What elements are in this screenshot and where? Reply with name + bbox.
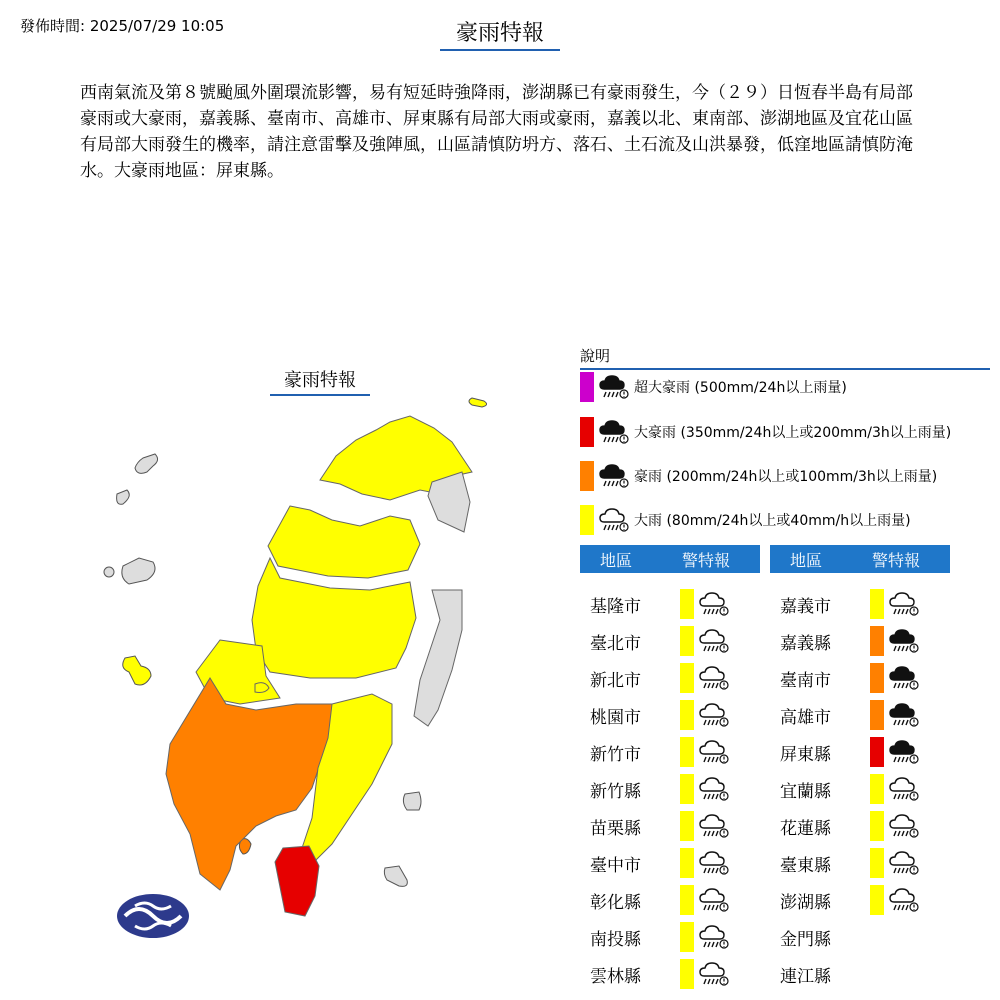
- warning-level-bar: [680, 700, 694, 730]
- warning-level-bar: [870, 737, 884, 767]
- heavy-rain-icon: [698, 848, 730, 878]
- legend-color-swatch: [580, 505, 594, 535]
- warning-level-bar: [680, 737, 694, 767]
- table-row: [580, 698, 730, 732]
- table-row: [580, 957, 730, 991]
- table-row: [580, 883, 730, 917]
- table-row: [770, 624, 920, 658]
- heavy-rain-icon: [888, 589, 920, 619]
- penghu-island: [123, 656, 151, 685]
- region-yilan: [428, 472, 470, 532]
- torrential-rain-icon: [888, 626, 920, 656]
- region-name: 臺南市: [780, 670, 831, 691]
- warning-level-bar: [680, 589, 694, 619]
- table-header-right: [770, 545, 950, 573]
- heavy-rain-icon: [698, 589, 730, 619]
- warning-level-bar: [870, 626, 884, 656]
- heavy-rain-icon: [698, 663, 730, 693]
- extremely-heavy-rain-icon: [598, 417, 630, 447]
- col-warning-label: 警特報: [871, 550, 920, 570]
- torrential-rain-icon: [888, 663, 920, 693]
- region-name: 澎湖縣: [780, 892, 831, 913]
- torrential-rain-icon: [888, 700, 920, 730]
- warning-level-bar: [680, 959, 694, 989]
- region-name: 金門縣: [780, 929, 831, 950]
- kinmen-island-2: [117, 490, 130, 504]
- region-name: 連江縣: [780, 966, 831, 987]
- region-name: 臺東縣: [780, 855, 831, 876]
- legend-color-swatch: [580, 417, 594, 447]
- kinmen-island: [135, 454, 158, 473]
- table-header-left: [580, 545, 760, 573]
- table-row: [580, 661, 730, 695]
- region-name: 基隆市: [590, 596, 641, 617]
- warning-level-bar: [680, 774, 694, 804]
- warning-level-bar: [680, 626, 694, 656]
- table-row: [770, 846, 920, 880]
- heavy-rain-icon: [888, 885, 920, 915]
- region-name: 嘉義縣: [780, 633, 831, 654]
- orchid-island: [384, 866, 407, 886]
- region-name: 臺中市: [590, 855, 641, 876]
- heavy-rain-icon: [698, 737, 730, 767]
- col-region-label: 地區: [599, 550, 632, 570]
- table-row: [580, 587, 730, 621]
- table-row: [770, 883, 920, 917]
- col-warning-label: 警特報: [681, 550, 730, 570]
- table-row: [580, 846, 730, 880]
- heavy-rain-icon: [698, 811, 730, 841]
- col-region-label: 地區: [789, 550, 822, 570]
- region-name: 臺北市: [590, 633, 641, 654]
- table-row: [580, 624, 730, 658]
- legend-heading: 說明: [580, 345, 990, 370]
- heavy-rain-icon: [888, 848, 920, 878]
- region-hsinchu-miaoli: [268, 506, 420, 578]
- table-row: [770, 661, 920, 695]
- region-name: 新竹市: [590, 744, 641, 765]
- legend-label: 大雨 (80mm/24h以上或40mm/h以上雨量): [634, 513, 911, 529]
- warning-level-bar: [680, 811, 694, 841]
- warning-level-bar: [680, 663, 694, 693]
- legend-label: 豪雨 (200mm/24h以上或100mm/3h以上雨量): [634, 469, 938, 485]
- region-name: 苗栗縣: [590, 818, 641, 839]
- table-row: [770, 587, 920, 621]
- cwa-logo-icon: [117, 894, 189, 938]
- heavy-rain-icon: [698, 700, 730, 730]
- heavy-rain-icon: [698, 774, 730, 804]
- region-name: 花蓮縣: [780, 818, 831, 839]
- matsu-island: [469, 398, 487, 407]
- region-name: 屏東縣: [780, 744, 831, 765]
- region-name: 桃園市: [590, 707, 641, 728]
- heavy-rain-icon: [698, 922, 730, 952]
- region-name: 新竹縣: [590, 781, 641, 802]
- table-row: [580, 735, 730, 769]
- warning-level-bar: [870, 811, 884, 841]
- region-name: 彰化縣: [590, 892, 641, 913]
- table-row: [580, 920, 730, 954]
- warning-level-bar: [870, 774, 884, 804]
- region-name: 新北市: [590, 670, 641, 691]
- torrential-rain-icon: [888, 737, 920, 767]
- warning-level-bar: [870, 848, 884, 878]
- green-island: [403, 792, 421, 810]
- heavy-rain-icon: [698, 959, 730, 989]
- table-row: [770, 772, 920, 806]
- warning-level-bar: [870, 589, 884, 619]
- region-name: 雲林縣: [590, 966, 641, 987]
- publish-time: 發佈時間: 2025/07/29 10:05: [20, 17, 225, 35]
- legend-item: [580, 417, 951, 447]
- legend-label: 大豪雨 (350mm/24h以上或200mm/3h以上雨量): [634, 425, 952, 441]
- legend-item: [580, 461, 937, 491]
- page-title: 豪雨特報: [440, 16, 560, 51]
- legend-item: [580, 505, 911, 535]
- table-row: [770, 735, 920, 769]
- taiwan-warning-map: [95, 390, 505, 950]
- heavy-rain-icon: [598, 505, 630, 535]
- warning-level-bar: [870, 700, 884, 730]
- region-pingtung-south: [275, 846, 319, 916]
- table-row: [770, 809, 920, 843]
- heavy-rain-icon: [888, 774, 920, 804]
- warning-description: 西南氣流及第８號颱風外圍環流影響，易有短延時強降雨，澎湖縣已有豪雨發生，今（２９）日恆春半島有局部豪雨或大豪雨，嘉義縣、臺南市、高雄市、屏東縣有局部大雨或豪雨，嘉義以北、東南部、澎湖地區及宜花山區有局部大雨發生的機率，請注意雷擊及強陣風，山區請慎防坍方、落石、土石流及山洪暴發，低窪地區請慎防淹水。大豪雨地區：屏東縣。: [80, 83, 913, 181]
- warning-level-bar: [870, 885, 884, 915]
- legend-item: [580, 372, 847, 402]
- region-name: 宜蘭縣: [780, 781, 831, 802]
- warning-level-bar: [680, 922, 694, 952]
- warning-level-bar: [680, 885, 694, 915]
- heavy-rain-icon: [888, 811, 920, 841]
- region-name: 高雄市: [780, 707, 831, 728]
- region-hualien: [414, 590, 462, 726]
- region-name: 南投縣: [590, 929, 641, 950]
- table-row: [580, 809, 730, 843]
- kinmen-island-3: [122, 558, 155, 584]
- table-row: [770, 698, 920, 732]
- heavy-rain-icon: [698, 885, 730, 915]
- map-title: 豪雨特報: [270, 366, 370, 396]
- legend-label: 超大豪雨 (500mm/24h以上雨量): [634, 380, 847, 396]
- legend-color-swatch: [580, 461, 594, 491]
- heavy-rain-icon: [698, 626, 730, 656]
- extreme-torrential-rain-icon: [598, 372, 630, 402]
- table-row: [580, 772, 730, 806]
- region-name: 嘉義市: [780, 596, 831, 617]
- warning-level-bar: [870, 663, 884, 693]
- warning-level-bar: [680, 848, 694, 878]
- table-row: [770, 957, 870, 991]
- legend-color-swatch: [580, 372, 594, 402]
- kinmen-islet: [104, 567, 114, 577]
- table-row: [770, 920, 870, 954]
- torrential-rain-icon: [598, 461, 630, 491]
